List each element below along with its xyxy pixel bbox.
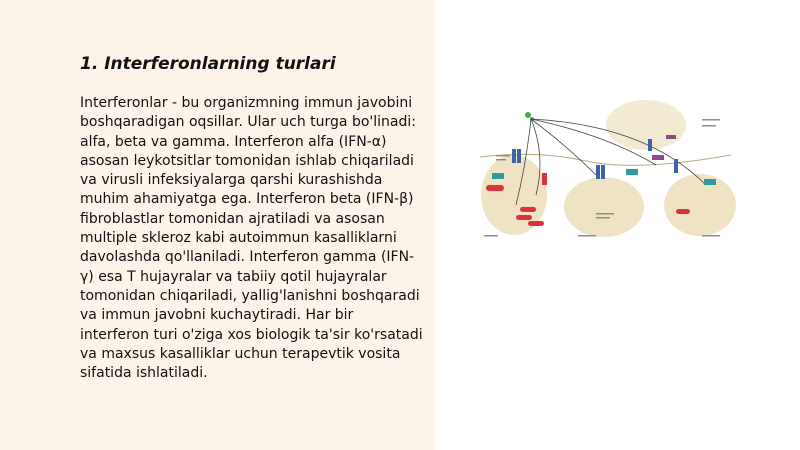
ligand-marker — [525, 112, 531, 118]
protein-marker — [704, 179, 716, 185]
caption-line — [702, 125, 716, 127]
caption-line — [596, 213, 614, 215]
caption-line — [484, 235, 498, 237]
receptor-marker — [596, 165, 600, 179]
receptor-marker — [517, 149, 521, 163]
caption-line — [496, 159, 506, 161]
gene-marker — [528, 221, 544, 226]
gene-marker — [542, 173, 547, 185]
caption-line — [578, 235, 596, 237]
receptor-marker — [648, 139, 652, 151]
slide-body-text: Interferonlar - bu organizmning immun javobini boshqaradigan oqsillar. Ular uch turga bo'linadi: alfa, beta va gamma. Interferon alfa (IFN-α) asosan leykotsitlar tomonidan ishlab chiqariladi va virusli infeksiyalarga qarshi kurashishda muhim ahamiyatga ega. Interferon beta (IFN-β) fibroblastlar tomonidan ajratiladi va asosan multiple skleroz kabi autoimmun kasalliklarni davolashda qo'llaniladi. Interferon gamma (IFN-γ) esa T hujayralar va tabiiy qotil hujayralar tomonidan chiqariladi, yallig'lanishni boshqaradi va immun javobni kuchaytiradi. Har bir interferon turi o'ziga xos biologik ta'sir ko'rsatadi va maxsus kasalliklar uchun terapevtik vosita sifatida ishlatiladi. — [80, 95, 423, 382]
pathway-arrow — [531, 119, 596, 175]
kinase-marker — [666, 135, 676, 139]
cell-body-top — [606, 100, 686, 150]
receptor-marker — [512, 149, 516, 163]
protein-marker — [492, 173, 504, 179]
receptor-marker — [601, 165, 605, 179]
caption-line — [496, 155, 510, 157]
caption-line — [702, 235, 720, 237]
slide-title: 1. Interferonlarning turlari — [80, 54, 336, 74]
cell-body-middle — [564, 177, 644, 237]
kinase-marker — [652, 155, 664, 160]
caption-line — [596, 217, 610, 219]
gene-marker — [516, 215, 532, 220]
interferon-signaling-diagram — [476, 95, 738, 243]
caption-line — [702, 119, 720, 121]
gene-marker — [486, 185, 504, 191]
gene-marker — [676, 209, 690, 214]
diagram-illustration — [476, 95, 738, 243]
cell-body-right — [664, 174, 736, 236]
receptor-marker — [674, 159, 678, 173]
gene-marker — [520, 207, 536, 212]
protein-marker — [626, 169, 638, 175]
